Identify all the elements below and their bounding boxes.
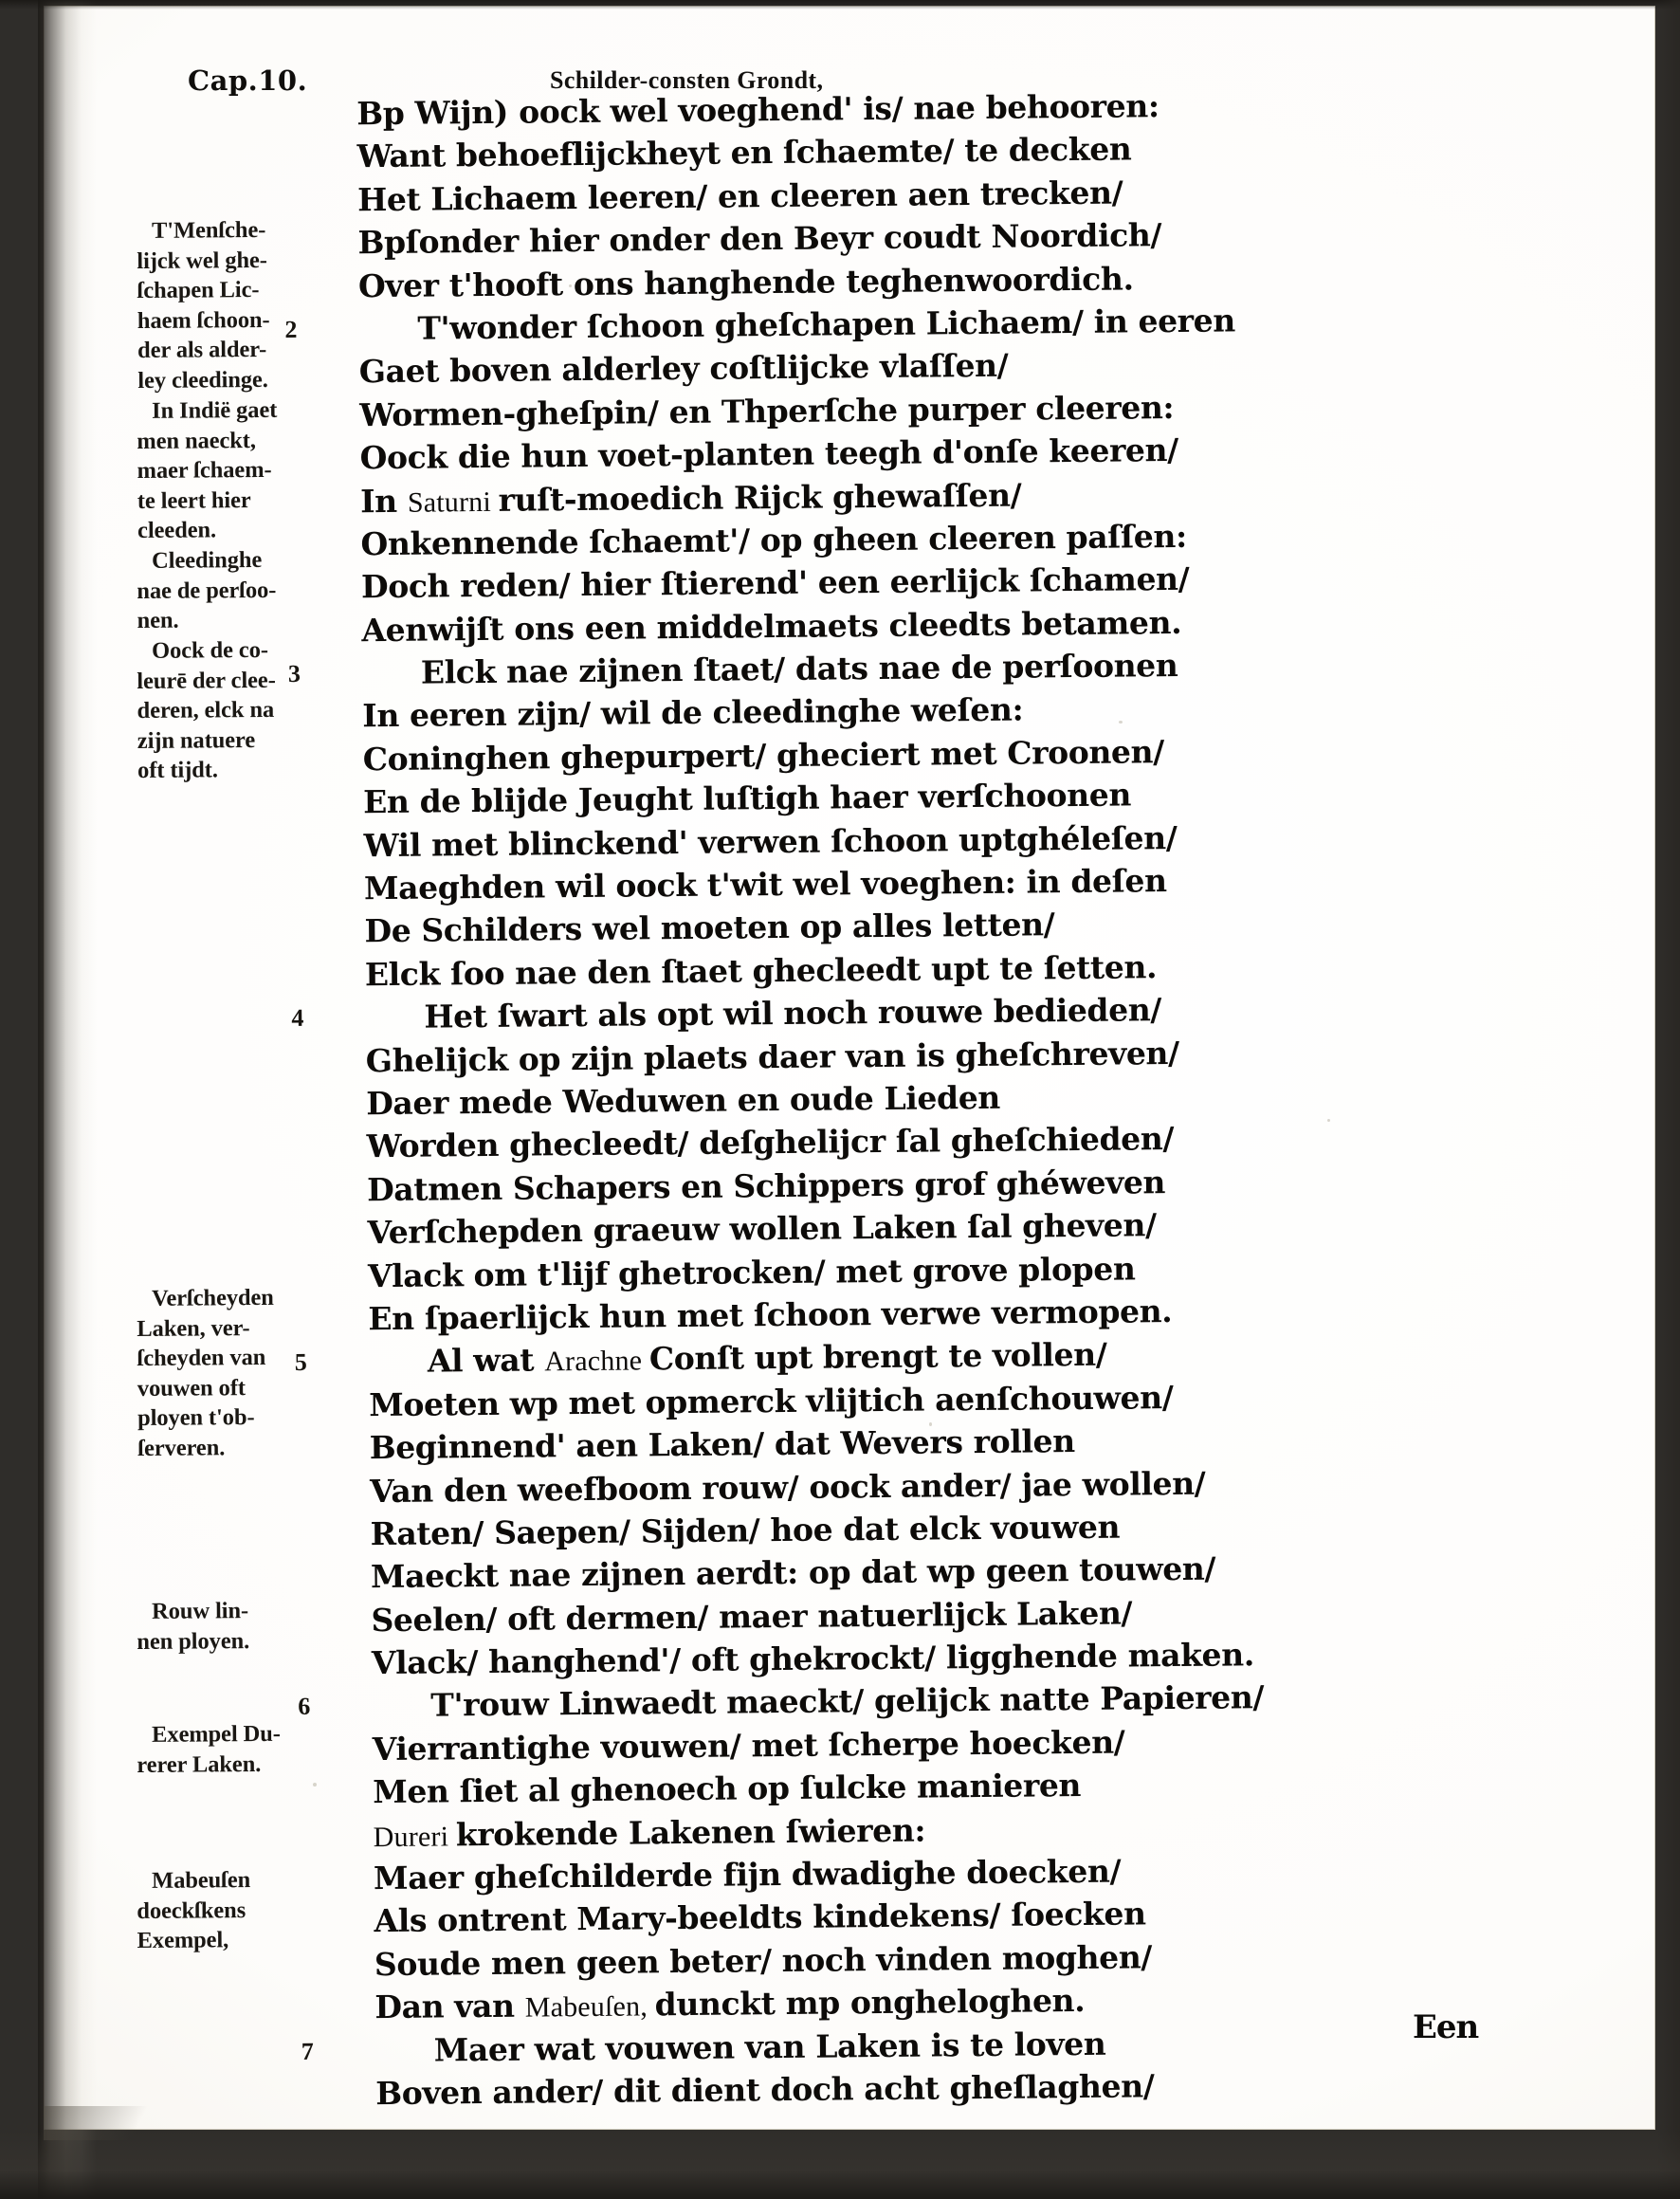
- gothic-word: Al: [427, 1342, 474, 1380]
- roman-proper-noun: Arachne: [544, 1345, 650, 1378]
- running-head: Schilder-consten Grondt,: [550, 66, 824, 94]
- verse-line-text: En de blijde Jeught luſtigh haer verſchoonen: [362, 776, 1132, 821]
- verse-line-text: Beginnend' aen Laken/ dat Wevers rollen: [369, 1422, 1075, 1467]
- stanza-number: 2: [284, 315, 298, 343]
- margin-note-line: ſerveren.: [137, 1434, 226, 1461]
- roman-proper-noun: Dureri: [373, 1820, 457, 1853]
- verse-line-text: De Schilders wel moeten op alles letten/: [364, 906, 1055, 950]
- verse-line-text: Bpſonder hier onder den Beyr coudt Noordich/: [357, 216, 1162, 262]
- stanza-number: 6: [298, 1693, 311, 1721]
- verse-line-text: Verſchepden graeuw wollen Laken ſal gheven/: [367, 1206, 1157, 1252]
- margin-note-line: doeckſkens: [137, 1897, 247, 1924]
- scan-edge-right: [1657, 0, 1680, 2199]
- gothic-word: ongheloghen.: [849, 1982, 1086, 2022]
- verse-line-text: T'wonder ſchoon gheſchapen Lichaem/ in eeren: [417, 302, 1236, 347]
- verse-line-text: Seelen/ oft dermen/ maer natuerlijck Laken/: [371, 1594, 1133, 1639]
- gothic-word: ſwieren:: [785, 1811, 926, 1850]
- margin-note-line: lijck wel ghe-: [137, 247, 267, 274]
- verse-line-text: Datmen Schapers en Schippers grof ghéweven: [366, 1163, 1166, 1208]
- gothic-word: te: [948, 1337, 994, 1375]
- gothic-word: ruſt-moedich: [498, 478, 735, 519]
- verse-stanza: [288, 642, 1429, 998]
- verse-line-text: Het Lichaem leeren/ en cleeren aen trecken/: [356, 174, 1123, 219]
- margin-note-line: oft tijdt.: [137, 757, 218, 783]
- verse-stanza: [301, 2019, 1440, 2116]
- verse-line-text: Wormen-gheſpin/ en Thperſche purper cleeren:: [359, 388, 1175, 433]
- catchword: Een: [1413, 2008, 1479, 2046]
- margin-note-line: ſchapen Lic-: [137, 276, 260, 303]
- margin-note-line: rerer Laken.: [137, 1750, 262, 1778]
- margin-note-line: cleeden.: [137, 517, 217, 543]
- verse-stanza: [283, 82, 1422, 307]
- verse-line-text: Als ontrent Mary-beeldts kindekens/ ſoecken: [374, 1895, 1146, 1940]
- margin-note-line: Laken, ver-: [137, 1314, 250, 1342]
- stanza-number: 3: [287, 659, 301, 688]
- page-content: [44, 6, 1655, 2130]
- gothic-word: upt: [754, 1338, 824, 1377]
- roman-proper-noun: Mabeuſen,: [524, 1990, 655, 2024]
- verse-line-text: Oock die hun voet-planten teegh d'onſe keeren/: [359, 431, 1178, 477]
- verse-line-text: Worden ghecleedt/ deſghelijcr ſal gheſchieden/: [366, 1120, 1175, 1165]
- margin-note-line: Cleedinghe: [152, 546, 263, 574]
- margin-note-line: ſcheyden van: [137, 1344, 266, 1371]
- gothic-word: dunckt: [654, 1985, 786, 2024]
- margin-note-line: zijn natuere: [137, 726, 256, 754]
- gothic-word: Rijck: [733, 477, 833, 516]
- verse-line-text: Maer gheſchilderde fijn dwadighe doecken/: [373, 1852, 1122, 1897]
- verse-line-text: Ghelijck op zijn plaets daer van is gheſchreven/: [365, 1034, 1179, 1079]
- margin-note-line: haem ſchoon-: [137, 306, 270, 334]
- verse-column: [283, 82, 1439, 2116]
- verse-stanza: [291, 986, 1432, 1342]
- margin-note-line: ployen t'ob-: [137, 1404, 255, 1431]
- gothic-word: Lakenen: [628, 1812, 786, 1852]
- gothic-word: van: [454, 1987, 525, 2025]
- chapter-label: Cap.10.: [188, 64, 308, 97]
- verse-line-text: Soude men geen beter/ noch vinden moghen/: [374, 1938, 1153, 1983]
- verse-line-text: Gaet boven alderley coſtlijcke vlaſſen/: [358, 347, 1009, 391]
- margin-note-line: In Indië gaet: [152, 396, 278, 424]
- margin-note-line: der als alder-: [137, 336, 267, 363]
- verse-line-text: Elck nae zijnen ſtaet/ dats nae de perſoonen: [420, 647, 1178, 691]
- stanza-number: 4: [291, 1004, 304, 1033]
- verse-line-text: Wil met blinckend' verwen ſchoon uptghéleſen/: [363, 818, 1178, 864]
- verse-line-text: Raten/ Saepen/ Sijden/ hoe dat elck vouwen: [370, 1508, 1121, 1553]
- gothic-word: Conſt: [648, 1339, 755, 1378]
- margin-note-line: Verſcheyden: [152, 1284, 274, 1311]
- verse-line-text: Van den weefboom rouw/ oock ander/ jae wollen/: [369, 1464, 1206, 1510]
- verse-stanza: [298, 1675, 1438, 2030]
- margin-note-line: ley cleedinge.: [137, 366, 268, 394]
- verse-line-text: Doch reden/ hier ſtierend' een eerlijck ſchamen/: [360, 560, 1190, 606]
- gothic-word: In: [359, 482, 409, 520]
- verse-line-text: Vlack/ hanghend'/ oft ghekrockt/ ligghende maken.: [371, 1636, 1255, 1682]
- verse-line-text: Bp Wijn) oock wel voeghend' is/ nae behooren:: [356, 87, 1160, 133]
- verse-line-text: Boven ander/ dit dient doch acht gheſlaghen/: [375, 2067, 1155, 2113]
- verse-line-text: Over t'hooft ons hanghende teghenwoordich.: [357, 259, 1134, 304]
- margin-note-line: maer ſchaem-: [137, 456, 272, 484]
- gothic-word: krokende: [455, 1814, 630, 1853]
- verse-stanza: [295, 1330, 1435, 1686]
- stanza-number: 7: [301, 2037, 314, 2065]
- margin-note-line: nen ployen.: [137, 1627, 250, 1655]
- verse-line-text: Moeten wp met opmerck vlijtich aenſchouwen/: [369, 1378, 1174, 1423]
- verse-line-text: Vierrantighe vouwen/ met ſcherpe hoecken/: [372, 1723, 1125, 1768]
- gothic-word: Dan: [374, 1988, 455, 2026]
- verse-line-text: Aenwijſt ons een middelmaets cleedts betamen.: [361, 603, 1182, 649]
- margin-note-line: Exempel,: [137, 1927, 229, 1953]
- margin-note-line: Exempel Du-: [152, 1720, 281, 1748]
- roman-proper-noun: Saturni: [407, 486, 499, 519]
- scan-edge-bottom: [0, 2131, 1680, 2199]
- gothic-word: wat: [473, 1341, 545, 1380]
- verse-line-text: T'rouw Linwaedt maeckt/ gelijck natte Papieren/: [430, 1678, 1265, 1725]
- margin-note-line: men naeckt,: [137, 427, 256, 454]
- margin-note-line: nae de perſoo-: [137, 577, 277, 604]
- margin-note-line: T'Menſche-: [152, 216, 266, 244]
- gothic-word: mp: [785, 1984, 851, 2023]
- verse-line-text: Maeghden wil oock t'wit wel voeghen: in deſen: [363, 862, 1167, 907]
- verse-line-text: Men ſiet al ghenoech op ſulcke manieren: [373, 1767, 1082, 1811]
- gothic-word: ghewaſſen/: [831, 476, 1022, 515]
- verse-line-text: Maeckt nae zijnen aerdt: op dat wp geen touwen/: [370, 1549, 1216, 1596]
- margin-note-line: leurē der clee-: [137, 667, 276, 694]
- verse-line-text: Elck ſoo nae den ſtaet ghecleedt upt te ſetten.: [364, 948, 1158, 994]
- verse-line-text: Daer mede Weduwen en oude Lieden: [366, 1078, 1001, 1123]
- margin-note-line: deren, elck na: [137, 696, 275, 724]
- margin-note-line: Mabeuſen: [152, 1867, 251, 1894]
- margin-note-line: nen.: [137, 607, 179, 633]
- verse-line-text: Want behoeflijckheyt en ſchaemte/ te decken: [356, 130, 1132, 175]
- stanza-number: 5: [294, 1348, 307, 1377]
- margin-note-line: Rouw lin-: [152, 1598, 249, 1624]
- verse-line-text: Maer wat vouwen van Laken is te loven: [433, 2025, 1106, 2069]
- verse-line-text: In eeren zijn/ wil de cleedinghe weſen:: [362, 691, 1024, 735]
- verse-line-text: En ſpaerlijck hun met ſchoon verwe vermopen.: [368, 1292, 1173, 1338]
- verse-line-text: Onkennende ſchaemt'/ op gheen cleeren paſſen:: [360, 517, 1187, 563]
- margin-note-line: Oock de co-: [152, 636, 268, 664]
- gothic-word: brengt: [822, 1337, 949, 1376]
- verse-stanza: [284, 297, 1425, 652]
- margin-note-line: vouwen oft: [137, 1374, 246, 1402]
- verse-line-text: Vlack om t'lijf ghetrocken/ met grove plopen: [367, 1249, 1136, 1294]
- gothic-word: vollen/: [992, 1336, 1107, 1375]
- verse-line-text: Het ſwart als opt wil noch rouwe bedieden/: [424, 991, 1162, 1035]
- verse-line-text: Coninghen ghepurpert/ gheciert met Croonen/: [362, 732, 1164, 779]
- margin-note-line: te leert hier: [137, 486, 251, 514]
